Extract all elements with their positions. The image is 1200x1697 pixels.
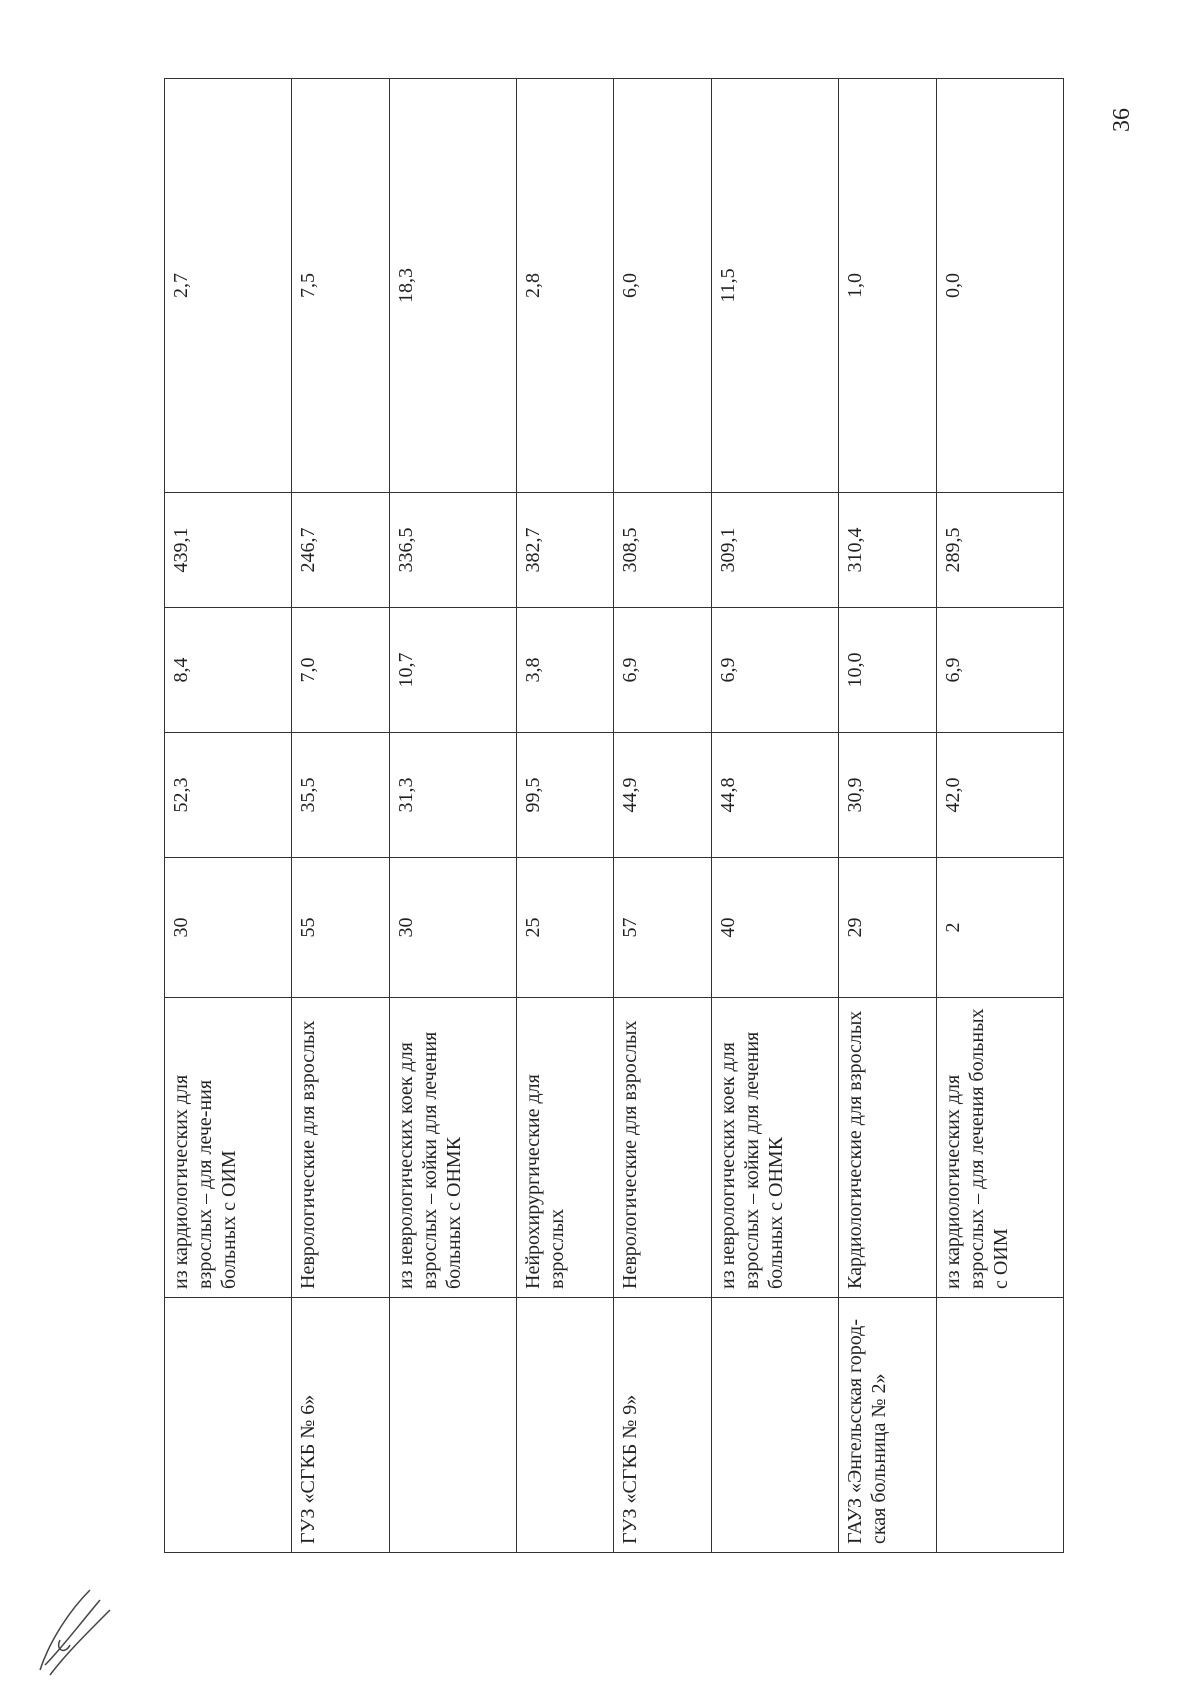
- cell-c5: 1,0: [839, 79, 937, 493]
- cell-profile: из кардиологических для взрослых – для лечения больных с ОИМ: [936, 998, 1063, 1298]
- cell-c2: 44,9: [614, 733, 712, 858]
- cell-org: [516, 1298, 614, 1553]
- data-table: [164, 78, 1064, 1553]
- cell-c1: 40: [712, 858, 839, 998]
- cell-c2: 30,9: [839, 733, 937, 858]
- cell-c4: 308,5: [614, 493, 712, 608]
- table-row: [165, 79, 292, 1553]
- cell-c2: 42,0: [936, 733, 1063, 858]
- cell-org: [936, 1298, 1063, 1553]
- cell-profile: из неврологических коек для взрослых – койки для лечения больных с ОНМК: [712, 998, 839, 1298]
- cell-c2: 52,3: [165, 733, 292, 858]
- rotated-table-wrapper: [164, 79, 1064, 1553]
- page-number: 36: [1109, 108, 1135, 132]
- cell-c1: 30: [389, 858, 516, 998]
- cell-c5: 7,5: [292, 79, 390, 493]
- table-row: [712, 79, 839, 1553]
- cell-c5: 2,8: [516, 79, 614, 493]
- cell-c3: 10,7: [389, 608, 516, 733]
- cell-c1: 30: [165, 858, 292, 998]
- cell-c4: 310,4: [839, 493, 937, 608]
- cell-c2: 99,5: [516, 733, 614, 858]
- cell-profile: Нейрохирургические для взрослых: [516, 998, 614, 1298]
- cell-c3: 6,9: [712, 608, 839, 733]
- cell-c3: 8,4: [165, 608, 292, 733]
- table-row: [292, 79, 390, 1553]
- table-row: [839, 79, 937, 1553]
- table-row: [389, 79, 516, 1553]
- table-row: [936, 79, 1063, 1553]
- cell-profile: Неврологические для взрослых: [292, 998, 390, 1298]
- cell-c2: 31,3: [389, 733, 516, 858]
- cell-c5: 11,5: [712, 79, 839, 493]
- cell-org: ГУЗ «СГКБ № 9»: [614, 1298, 712, 1553]
- cell-c3: 10,0: [839, 608, 937, 733]
- cell-c5: 18,3: [389, 79, 516, 493]
- cell-c3: 6,9: [936, 608, 1063, 733]
- cell-c4: 309,1: [712, 493, 839, 608]
- cell-c4: 382,7: [516, 493, 614, 608]
- table-row: [516, 79, 614, 1553]
- cell-c4: 439,1: [165, 493, 292, 608]
- cell-c2: 44,8: [712, 733, 839, 858]
- cell-c3: 3,8: [516, 608, 614, 733]
- table-row: [614, 79, 712, 1553]
- cell-c4: 289,5: [936, 493, 1063, 608]
- cell-c1: 2: [936, 858, 1063, 998]
- cell-profile: Неврологические для взрослых: [614, 998, 712, 1298]
- cell-org: ГАУЗ «Энгельсская город-ская больница № 2»: [839, 1298, 937, 1553]
- cell-org: [712, 1298, 839, 1553]
- cell-org: [165, 1298, 292, 1553]
- cell-profile: из кардиологических для взрослых – для лече-ния больных с ОИМ: [165, 998, 292, 1298]
- cell-org: ГУЗ «СГКБ № 6»: [292, 1298, 390, 1553]
- cell-c5: 6,0: [614, 79, 712, 493]
- cell-c1: 57: [614, 858, 712, 998]
- cell-c5: 2,7: [165, 79, 292, 493]
- cell-c2: 35,5: [292, 733, 390, 858]
- cell-c1: 25: [516, 858, 614, 998]
- cell-c5: 0,0: [936, 79, 1063, 493]
- cell-org: [389, 1298, 516, 1553]
- cell-c3: 6,9: [614, 608, 712, 733]
- table-body: [165, 79, 1064, 1553]
- cell-c4: 246,7: [292, 493, 390, 608]
- signature-mark: [30, 1580, 120, 1680]
- cell-profile: Кардиологические для взрослых: [839, 998, 937, 1298]
- cell-c1: 55: [292, 858, 390, 998]
- cell-c3: 7,0: [292, 608, 390, 733]
- cell-c4: 336,5: [389, 493, 516, 608]
- cell-profile: из неврологических коек для взрослых – койки для лечения больных с ОНМК: [389, 998, 516, 1298]
- cell-c1: 29: [839, 858, 937, 998]
